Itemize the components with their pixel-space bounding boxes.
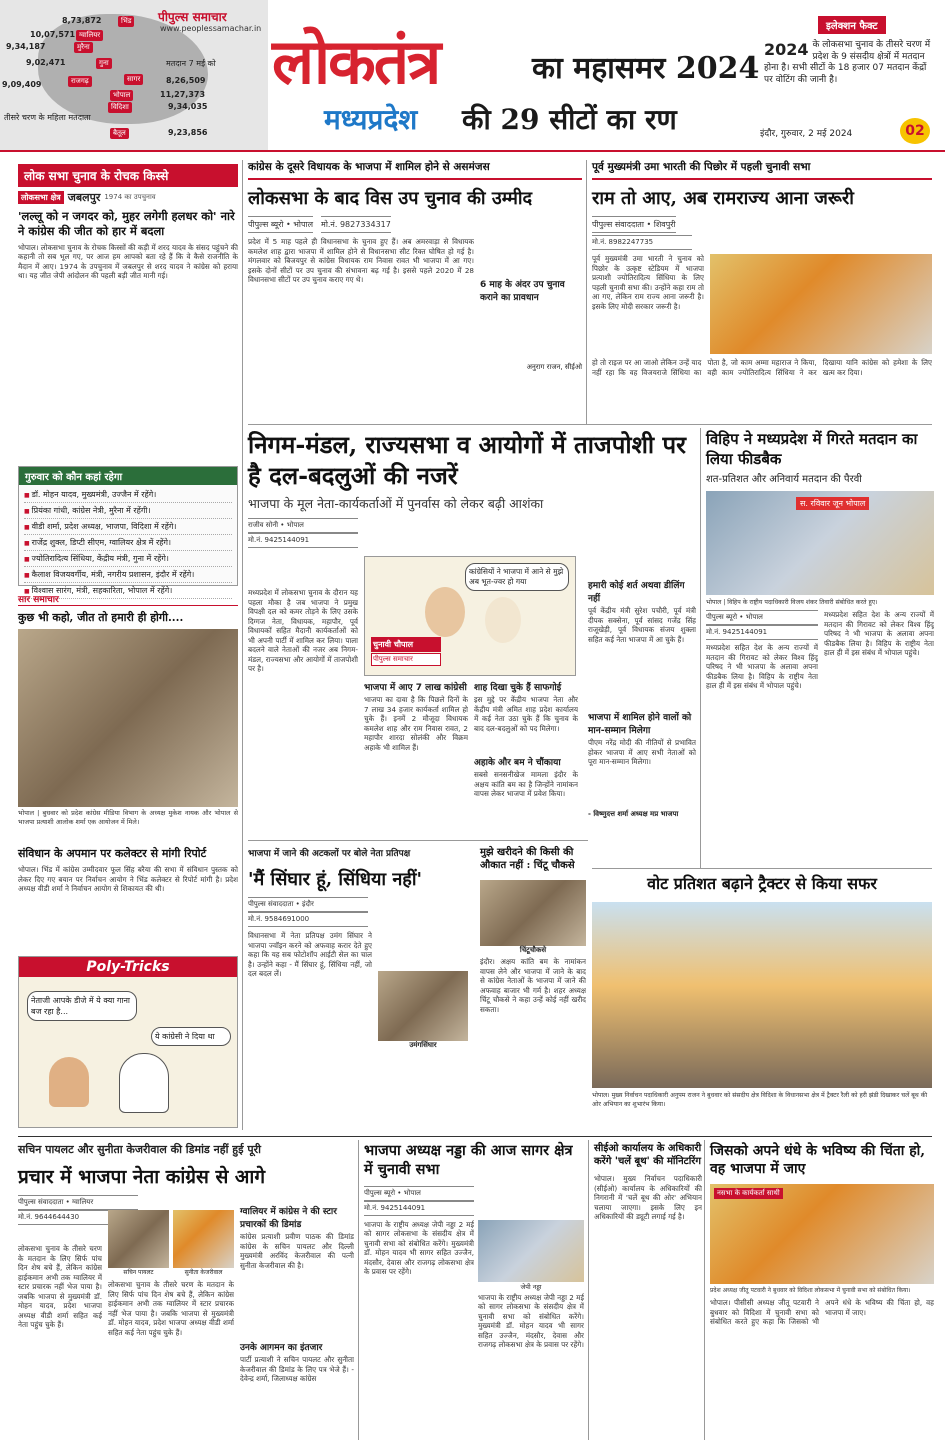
map-label-sagar: सागर: [124, 74, 143, 85]
right-top-byline: पीपुल्स संवाददाता • शिवपुरी: [592, 216, 676, 233]
website[interactable]: www.peoplessamachar.in: [160, 24, 262, 33]
facts-year: 1974 का उपचुनाव: [104, 193, 156, 201]
bottom-left-mobile: मो.नं. 9644644430: [18, 1210, 138, 1225]
saar-section: [18, 592, 238, 835]
map-value-rajgarh: 9,09,409: [2, 80, 42, 89]
collector-body: भोपाल। भिंड में कांग्रेस उम्मीदवार फूल सिंह बरैया की सभा में संविधान पुस्तक को लेकर दिए गए बयान पर निर्वाचन आयोग ने भिंड कलेक्टर से रिपोर्ट मांगी है। प्रदेश अध्यक्ष वीडी शर्मा ने निर्वाचन आयोग से शिकायत की थी।: [18, 865, 238, 893]
facts-meta: [18, 190, 238, 205]
tractor-caption: भोपाल। मुख्य निर्वाचन पदाधिकारी अनुपम राजन ने बुधवार को संसदीय क्षेत्र विदिशा के विधानसभा क्षेत्र में ट्रैक्टर रैली को हरी झंडी दिखाकर चलें बूथ की ओर अभियान का शुभारंभ किया।: [592, 1092, 928, 1108]
thursday-list: [19, 485, 237, 601]
nadda-mobile: मो.नं. 9425144091: [364, 1201, 474, 1216]
main-sub5-head: भाजपा में शामिल होने वालों को मान-सम्मान मिलेगा: [588, 713, 692, 736]
umang-photo-name: उमंगसिंघार: [409, 1041, 437, 1049]
collector-headline: संविधान के अपमान पर कलेक्टर से मांगी रिपोर्ट: [18, 847, 207, 860]
nadda-body-cont: भाजपा के राष्ट्रीय अध्यक्ष जेपी नड्डा 2 मई को सागर लोकसभा के संसदीय क्षेत्र में चुनावी सभा को संबोधित करेंगे। मुख्यमंत्री डॉ. मोहन यादव भी सागर सहित उज्जैन, मंदसौर, देवास और राजगढ़ लोकसभा क्षेत्र के प्रवास पर रहेंगे।: [478, 1292, 584, 1350]
pilot-photo: [108, 1210, 169, 1268]
center-top-banner: कांग्रेस के दूसरे विधायक के भाजपा में शामिल होने से असमंजस: [248, 161, 490, 173]
center-top-author: अनुराग राजन, सीईओ: [526, 363, 582, 371]
vhp-story: [706, 430, 934, 778]
nadda-columns: [364, 1220, 584, 1413]
divider: [248, 424, 932, 425]
list-item: ■ डॉ. मोहन यादव, मुख्यमंत्री, उज्जैन में रहेंगे।: [24, 487, 232, 503]
page-title: लोकतंत्र: [272, 25, 440, 98]
jisko-story: [710, 1142, 934, 1388]
chitu-photo-name: चिंटूचौकसे: [519, 946, 547, 954]
bottom-left-sub-body: कांग्रेस प्रत्याशी प्रवीण पाठक की डिमांड कांग्रेस के सचिन पायलट और दिल्ली मुख्यमंत्री अरविंद केजरीवाल की पत्नी सुनीता केजरीवाल की है।: [240, 1232, 354, 1270]
main-sub3-head: अहाके और बम ने चौंकाया: [474, 758, 561, 768]
bottom-left-body-cont: लोकसभा चुनाव के तीसरे चरण के मतदान के लिए सिर्फ पांच दिन शेष बचे हैं, लेकिन कांग्रेस हाईकमान अभी तक ग्वालियर में स्टार प्रचारक नहीं भेज पाया है। जबकि भाजपा से मुख्यमंत्री डॉ. मोहन यादव, प्रदेश भाजपा अध्यक्ष वीडी शर्मा सहित कई नेता पहुंच चुके हैं।: [108, 1280, 234, 1337]
center-top-byline-row: [248, 216, 582, 233]
divider: [248, 840, 588, 841]
center-top-story: [248, 160, 582, 405]
sunita-photo: [173, 1210, 234, 1268]
center-top-headline: लोकसभा के बाद विस उप चुनाव की उम्मीद: [248, 188, 533, 209]
vhp-byline: पीपुल्स ब्यूरो • भोपाल: [706, 610, 818, 625]
map-label-betul: बैतूल: [110, 128, 129, 139]
vhp-headline: विहिप ने मध्यप्रदेश में गिरते मतदान का लिया फीडबैक: [706, 430, 918, 468]
cartoon-label: चुनावी चौपाल: [371, 637, 441, 652]
map-value-vidisha: 9,34,035: [168, 102, 208, 111]
main-sub5-author: - विष्णुदत्त शर्मा अध्यक्ष मप्र भाजपा: [588, 810, 679, 818]
facts-headline: 'लल्लू को न जगदर को, मुहर लगेगी हलधर को' नारे ने कांग्रेस की जीत को हार में बदला: [18, 209, 235, 238]
map-value-morena: 10,07,571: [30, 30, 76, 39]
umang-story: [248, 846, 472, 1121]
umang-headline-small: भाजपा में जाने की अटकलों पर बोले नेता प्रतिपक्ष: [248, 849, 411, 859]
main-deck: भाजपा के मूल नेता-कार्यकर्ताओं में पुनर्वास को लेकर बढ़ी आशंका: [248, 496, 544, 512]
list-item: ■ विश्वास सारंग, मंत्री, सहकारिता, भोपाल में रहेंगे।: [24, 583, 232, 599]
vhp-left: [706, 610, 818, 778]
sunita-photo-box: [173, 1210, 234, 1276]
jisko-photo-banner: नसभा के कार्यकर्ता साथी: [714, 1188, 783, 1199]
polytricks-cartoon: [18, 956, 238, 1128]
divider: [700, 428, 701, 868]
divider: [592, 178, 932, 180]
bottom-left-sub: [240, 1204, 354, 1415]
cartoon-face-icon: [425, 587, 465, 637]
bottom-left-photos: [108, 1210, 234, 1420]
nadda-photo-col: [478, 1220, 584, 1413]
cartoon-figure-icon: [49, 1057, 89, 1107]
nadda-body: भाजपा के राष्ट्रीय अध्यक्ष जेपी नड्डा 2 मई को सागर लोकसभा के संसदीय क्षेत्र में चुनावी सभा को संबोधित करेंगे। मुख्यमंत्री डॉ. मोहन यादव भी सागर सहित उज्जैन, मंदसौर, देवास और राजगढ़ लोकसभा क्षेत्र के प्रवास पर रहेंगे।: [364, 1219, 474, 1277]
right-top-banner: पूर्व मुख्यमंत्री उमा भारती की पिछोर में पहली चुनावी सभा: [592, 161, 811, 173]
center-top-side: [480, 237, 582, 405]
main-sub4-body: पूर्व केंद्रीय मंत्री सुरेश पचौरी, पूर्व मंत्री दीपक सक्सेना, पूर्व सांसद गजेंद्र सिंह राजूखेड़ी, पूर्व विधायक संजय शुक्ला सहित कई नेता भाजपा में आ चुके हैं।: [588, 606, 696, 644]
divider: [242, 160, 243, 1130]
right-top-body: पूर्व मुख्यमंत्री उमा भारती ने चुनाव को पिछोर के उत्कृष्ट स्टेडियम में भाजपा प्रत्याशी ज्योतिरादित्य सिंधिया के लिए पहली चुनावी सभा की। उन्होंने कहा राम तो आ गए, लेकिन राम राज्य आना जरूरी है। इसके लिए मोदी सरकार जरूरी है।: [592, 254, 704, 311]
list-item: ■ राजेंद्र शुक्ल, डिप्टी सीएम, ग्वालियर क्षेत्र में रहेंगे।: [24, 535, 232, 551]
list-item: ■ वीडी शर्मा, प्रदेश अध्यक्ष, भाजपा, विदिशा में रहेंगे।: [24, 519, 232, 535]
umang-byline: पीपुल्स संवाददाता • इंदौर: [248, 897, 368, 912]
nadda-photo: [478, 1220, 584, 1282]
tractor-photo: [592, 902, 932, 1088]
main-mobile: मो.नं. 9425144091: [248, 533, 358, 548]
divider: [586, 160, 587, 425]
main-headline: निगम-मंडल, राज्यसभा व आयोगों में ताजपोशी पर है दल-बदलुओं की नजरें: [248, 430, 686, 490]
divider: [704, 1140, 705, 1440]
jisko-photo: [710, 1184, 934, 1284]
map-value-sagar: 8,26,509: [166, 76, 206, 85]
jisko-caption: प्रदेश अध्यक्ष जीतू पटवारी ने बुधवार को विदिशा लोकसभा में चुनावी सभा को संबोधित किया।: [710, 1287, 911, 1295]
dateline: इंदौर, गुरुवार, 2 मई 2024: [760, 129, 853, 139]
saar-headline: कुछ भी कहो, जीत तो हमारी ही होगी....: [18, 611, 184, 624]
election-fact-tag: इलेक्शन फैक्ट: [818, 16, 886, 34]
newspaper-brand: पीपुल्स समाचार: [158, 10, 227, 24]
list-item: ■ प्रियंका गांधी, कांग्रेस नेत्री, मुरैना में रहेंगी।: [24, 503, 232, 519]
bottom-left-banner: सचिन पायलट और सुनीता केजरीवाल की डिमांड नहीं हुई पूरी: [18, 1143, 261, 1156]
right-top-byline-row: [592, 216, 932, 233]
divider: [588, 1140, 589, 1440]
seats-label: की 29 सीटों का रण: [462, 103, 677, 136]
divider: [18, 1136, 932, 1137]
tractor-headline: वोट प्रतिशत बढ़ाने ट्रैक्टर से किया सफर: [647, 874, 877, 893]
main-sub5-body: पीएम नरेंद्र मोदी की नीतियों से प्रभावित होकर भाजपा में आए सभी नेताओं को पूरा मान-सम्मान मिलेगा।: [588, 738, 696, 766]
right-top-columns: [592, 254, 932, 354]
nadda-photo-name: जेपी नड्डा: [520, 1282, 542, 1291]
vhp-banner-text: स. रविवार जून भोपाल: [796, 497, 869, 510]
map-value-bhind: 8,73,872: [62, 16, 102, 25]
jisko-body: भोपाल। पीसीसी अध्यक्ष जीतू पटवारी ने बुधवार को विदिशा में चुनावी सभा को संबोधित करते हुए कहा कि जिसको भी अपने धंधे के भविष्य की चिंता हो, वह भाजपा में जाए।: [710, 1298, 934, 1327]
thursday-title: गुरुवार को कौन कहां रहेगा: [19, 467, 237, 485]
map-label-guna: गुना: [96, 58, 112, 69]
list-item: ■ ज्योतिरादित्य सिंधिया, केंद्रीय मंत्री, गुना में रहेंगे।: [24, 551, 232, 567]
chitu-story: [480, 846, 586, 1099]
center-top-subhead: 6 माह के अंदर उप चुनाव कराने का प्रावधान: [480, 280, 565, 303]
vhp-deck: शत-प्रतिशत और अनिवार्य मतदान की पैरवी: [706, 474, 862, 485]
cartoon-bubble: कांग्रेसियों ने भाजपा में आने से मुझे अब भूत-ज्वर हो गया: [465, 563, 569, 591]
umang-headline: 'मैं सिंघार हूं, सिंधिया नहीं': [248, 869, 423, 890]
left-column: [18, 164, 238, 335]
divider: [592, 868, 932, 869]
election-map: [0, 0, 268, 150]
chunavi-chaupal-cartoon: [364, 556, 576, 676]
divider: [248, 178, 582, 180]
cartoon-figure-icon: [119, 1053, 169, 1113]
main-story: [248, 430, 698, 548]
main-sub2-head: शाह दिखा चुके हैं साफगोई: [474, 683, 562, 693]
center-top-mobile: मो.नं. 9827334317: [321, 216, 391, 233]
umang-mobile: मो.नं. 9584691000: [248, 912, 368, 927]
ceo-headline: सीईओ कार्यालय के अधिकारी करेंगे 'चलें बूथ' की मॉनिटरिंग: [594, 1143, 702, 1167]
right-top-headline: राम तो आए, अब रामराज्य आना जरूरी: [592, 188, 854, 209]
center-top-byline: पीपुल्स ब्यूरो • भोपाल: [248, 216, 313, 233]
saar-photo: [18, 629, 238, 807]
polytricks-title: Poly-Tricks: [19, 957, 237, 977]
main-sub2: [474, 680, 578, 830]
facts-place: लोकसभा क्षेत्र: [18, 191, 64, 204]
nadda-byline: पीपुल्स ब्यूरो • भोपाल: [364, 1186, 474, 1201]
collector-story: [18, 846, 238, 925]
vhp-columns: [706, 610, 934, 778]
main-sub2-body: इस मुद्दे पर केंद्रीय भाजपा नेता और केंद्रीय मंत्री अमित शाह प्रदेश कार्यालय में कई नेता उठा चुके हैं कि चुनाव के बाद दल-बदलुओं को पद मिलेगा।: [474, 695, 578, 733]
vhp-caption: भोपाल | विहिप के राष्ट्रीय पदाधिकारी विजय शंकर तिवारी संबोधित करते हुए।: [706, 599, 878, 606]
sunita-name: सुनीता केजरीवाल: [184, 1269, 223, 1276]
map-value-bhopal: 11,27,373: [160, 90, 206, 99]
pilot-photo-box: [108, 1210, 169, 1276]
cartoon-sublabel: पीपुल्स समाचार: [371, 653, 441, 666]
map-value-gwalior: 9,34,187: [6, 42, 46, 51]
umang-body: विधानसभा में नेता प्रतिपक्ष उमंग सिंघार ने भाजपा ज्वॉइन करने को अफवाह करार देते हुए कहा कि यह सब फोटोशॉप आईटी सेल का चाल है। उन्होंने कहा - मैं सिंघार हूं, सिंधिया नहीं, जो दल बदल लें।: [248, 931, 372, 978]
main-sub1: [364, 680, 468, 835]
saar-caption: भोपाल | बुधवार को प्रदेश कांग्रेस मीडिया विभाग के अध्यक्ष मुकेश नायक और भोपाल से भाजपा प्रत्याशी आलोक शर्मा एक आयोजन में मिले।: [18, 809, 238, 826]
main-sub1-head: भाजपा में आए 7 लाख कांग्रेसी: [364, 683, 467, 693]
map-label-vidisha: विदिशा: [108, 102, 132, 113]
masthead: [0, 0, 945, 152]
map-label-rajgarh: राजगढ़: [68, 76, 92, 87]
bottom-left-sub2-body: पार्टी प्रत्याशी ने सचिन पायलट और सुनीता केजरीवाल की डिमांड के लिए पत्र भेजे हैं। - देवेन्द्र शर्मा, जिलाध्यक्ष कांग्रेस: [240, 1355, 354, 1383]
vhp-mobile: मो.नं. 9425144091: [706, 625, 818, 640]
right-top-body2: हो तो राइज पर आ जाओ लेकिन उन्हें याद नहीं रहा कि वह विजयराजे सिंधिया का पोता है, जो काम अम्मा महाराज ने किया, वही काम ज्योतिरादित्य सिंधिया ने कर दिखाया यानि कांग्रेस को हमेशा के लिए खत्म कर दिया।: [592, 358, 932, 377]
election-fact: [764, 40, 936, 87]
map-value-guna: 9,02,471: [26, 58, 66, 67]
jisko-headline: जिसको अपने धंधे के भविष्य की चिंता हो, वह भाजपा में जाए: [710, 1143, 926, 1178]
ceo-story: [594, 1142, 702, 1394]
chitu-headline: मुझे खरीदने की किसी की औकात नहीं : चिंटू चौकसे: [480, 847, 575, 871]
facts-city: जबलपुर: [67, 191, 101, 204]
right-top-story: [592, 160, 932, 398]
vhp-photo: [706, 491, 934, 595]
map-label-bhind: भिंड: [118, 16, 134, 27]
main-sub4-head: हमारी कोई शर्त अथवा डीलिंग नहीं: [588, 581, 685, 604]
thursday-box: [18, 466, 238, 595]
main-sub4: [588, 578, 696, 819]
vhp-body-cont: मध्यप्रदेश सहित देश के अन्य राज्यों में मतदान की गिरावट को लेकर विश्व हिंदू परिषद ने भी भाजपा के अलावा अपना फीडबैक लिया है। विहिप के राष्ट्रीय नेता हाल ही में इस संबंध में भोपाल पहुंचे।: [824, 610, 934, 657]
list-item: ■ कैलाश विजयवर्गीय, मंत्री, नगरीय प्रशासन, इंदौर में रहेंगे।: [24, 567, 232, 583]
main-byline: राजीव सोनी • भोपाल: [248, 518, 358, 533]
page-number: 02: [900, 118, 930, 144]
map-label-morena: मुरैना: [74, 42, 93, 53]
chitu-photo: [480, 880, 586, 946]
fact-text: के लोकसभा चुनाव के तीसरे चरण में प्रदेश के 9 संसदीय क्षेत्रों में मतदान होना है। सभी सीटों के 18 हजार 07 मतदान केंद्रों पर वोटिंग की जानी है।: [764, 40, 931, 86]
bottom-left-headline: प्रचार में भाजपा नेता कांग्रेस से आगे: [18, 1166, 266, 1188]
chitu-body: इंदौर। अक्षय कांति बम के नामांकन वापस लेने और भाजपा में जाने के बाद से कांग्रेस नेताओं के भाजपा में जाने की अफवाह बाजार भी गर्म है। शहर अध्यक्ष चिंटू चौकसे ने कहा उन्हें कोई नहीं खरीद सकता।: [480, 957, 586, 1014]
map-value-betul: 9,23,856: [168, 128, 208, 137]
uma-bharti-photo: [710, 254, 932, 354]
photo-row: [108, 1210, 234, 1276]
center-top-columns: [248, 237, 582, 405]
right-top-mobile: मो.नं. 8982247735: [592, 235, 692, 250]
main-body: मध्यप्रदेश में लोकसभा चुनाव के दौरान यह पहला मौका है जब भाजपा ने प्रमुख विपक्षी दल को कमर तोड़ने के लिए उसके दिग्गज नेता, विधायक, महापौर, पूर्व विधायकों सहित मैदानी कार्यकर्ताओं को भी अपनी पार्टी में शामिल कर लिया। पाला बदलने वाले नेताओं की नजर अब निगम-मंडल, राज्यसभा और आयोगों में ताजपोशी पर है।: [248, 588, 358, 673]
page-subtitle: का महासमर 2024: [532, 51, 760, 86]
umang-columns: [248, 931, 472, 1121]
divider: [358, 1140, 359, 1440]
umang-photo-col: [378, 931, 468, 1121]
map-footer: तीसरे चरण के महिला मतदाता: [4, 113, 91, 122]
map-label-gwalior: ग्वालियर: [76, 30, 103, 41]
facts-body: भोपाल। लोकसभा चुनाव के रोचक किस्सों की कड़ी में शरद यादव के संसद पहुंचने की कहानी तो सब भूल गए, पर आज हम आपको बता रहे हैं कि वे कैसे राजनीति के मैदान में आए। 1974 के उपचुनाव में जबलपुर से शरद यादव ने कांग्रेस को हराया था। यह जीत जेपी आंदोलन की पहली बड़ी जीत मानी गई।: [18, 242, 238, 281]
center-top-body: प्रदेश में 5 माह पहले ही विधानसभा के चुनाव हुए हैं। अब अमरवाड़ा से विधायक कमलेश शाह द्वारा भाजपा में शामिल होने से विधानसभा सीट रिक्त घोषित हो गई है। मंगलवार को बिजयपुर से कांग्रेस विधायक राम निवास रावत भी भाजपा में आ गए। इसके दोनों सीटों पर उप चुनाव की संभावना बढ़ गई है। इससे पहले 2020 में 28 विधानसभा सीटों पर उप चुनाव कराए गए थे।: [248, 237, 474, 284]
facts-title: लोक सभा चुनाव के रोचक किस्से: [18, 164, 238, 187]
vhp-body: मध्यप्रदेश सहित देश के अन्य राज्यों में मतदान की गिरावट को लेकर विश्व हिंदू परिषद ने भी भाजपा के अलावा अपना फीडबैक लिया है। विहिप के राष्ट्रीय नेता हाल ही में इस संबंध में भोपाल पहुंचे।: [706, 643, 818, 690]
main-sub1-body: भाजपा का दावा है कि पिछले दिनों के 7 लाख 34 हजार कार्यकर्ता शामिल हो चुके हैं। इनमें 2 मौजूदा विधायक कमलेश शाह और राम निवास रावत, 2 महापौर शारदा सोलंकी और विक्रम अहाके भी शामिल हैं।: [364, 695, 468, 752]
pilot-name: सचिन पायलट: [123, 1269, 154, 1276]
fact-year: 2024: [764, 40, 809, 59]
saar-tag: सार समाचार: [18, 592, 238, 606]
bottom-left-sub-head: ग्वालियर में कांग्रेस ने की स्टार प्रचारकों की डिमांड: [240, 1207, 337, 1230]
map-poll-date: मतदान 7 मई को: [166, 59, 216, 68]
tractor-story: [592, 872, 932, 1114]
main-sub3-body: सबसे सनसनीखेज मामला इंदौर के अक्षय कांति बम का है जिन्होंने नामांकन वापस लेकर भाजपा में प्रवेश किया।: [474, 770, 578, 798]
cartoon-face-icon: [485, 597, 521, 643]
ceo-body: भोपाल। मुख्य निर्वाचन पदाधिकारी (सीईओ) कार्यालय के अधिकारियों की निगरानी में 'चलें बूथ की ओर' अभियान चलाया जाएगा। इसके लिए इन अधिकारियों की ड्यूटी लगाई गई है।: [594, 1174, 702, 1221]
cartoon-speech: नेताजी आपके डीजे में ये क्या गाना बज रहा है...: [27, 991, 137, 1021]
umang-photo: [378, 971, 468, 1041]
bottom-left-body: लोकसभा चुनाव के तीसरे चरण के मतदान के लिए सिर्फ पांच दिन शेष बचे हैं, लेकिन कांग्रेस हाईकमान अभी तक ग्वालियर में स्टार प्रचारक नहीं भेज पाया है। जबकि भाजपा से मुख्यमंत्री डॉ. मोहन यादव, प्रदेश भाजपा अध्यक्ष वीडी शर्मा सहित कई नेता पहुंच चुके हैं।: [18, 1244, 102, 1329]
state-label: मध्यप्रदेश: [324, 103, 418, 136]
nadda-headline: भाजपा अध्यक्ष नड्डा की आज सागर क्षेत्र में चुनावी सभा: [364, 1142, 573, 1178]
map-label-bhopal: भोपाल: [110, 90, 133, 101]
bottom-left-byline: पीपुल्स संवाददाता • ग्वालियर: [18, 1195, 138, 1210]
bottom-left-sub2-head: उनके आगमन का इंतजार: [240, 1343, 323, 1353]
cartoon-speech-2: ये कांग्रेसी ने दिया था: [151, 1027, 231, 1046]
nadda-story: [364, 1142, 584, 1413]
